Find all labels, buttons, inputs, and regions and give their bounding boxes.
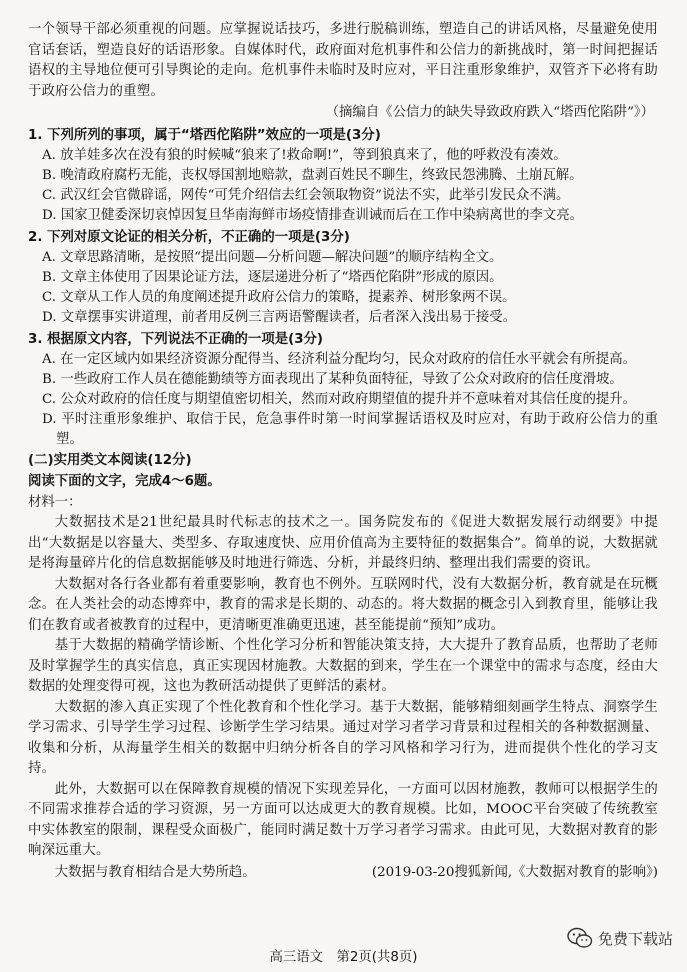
material-label: 材料一： [28,495,82,510]
question-stem: 1. 下列所列的事项，属于“塔西佗陷阱”效应的一项是(3分) [28,128,381,143]
material-paragraph: 大数据技术是21世纪最具时代标志的技术之一。国务院发布的《促进大数据发展行动纲要》中提出“大数据是以容量大、类型多、存取速度快、应用价值高为主要特征的数据集合”。简单的说，大数据就是将海量碎片化的信息数据能够及时地进行筛选、分析，并最终归纳、整理出我们需要的资讯。 [28,515,658,571]
material-paragraph: 大数据对各行各业都有着重要影响，教育也不例外。互联网时代，没有大数据分析，教育就是在玩概念。在人类社会的动态博弈中，教育的需求是长期的、动态的。将大数据的概念引入到教育里，能够让我们在教育或者被教育的过程中，更清晰更准确更迅速，甚至能提前“预知”成功。 [28,576,658,633]
material-paragraph: 大数据的渗入真正实现了个性化教育和个性化学习。基于大数据，能够精细刻画学生特点、洞察学生学习需求、引导学生学习过程、诊断学生学习结果。通过对学习者学习背景和过程相关的各种数据测量、收集和分析，从海量学生相关的数据中归纳分析各自的学习风格和学习行为，进而提供个性化的学习支持。 [28,699,658,776]
material-last-line [28,862,658,883]
material-conclusion: 大数据与教育相结合是大势所趋。 [54,864,256,880]
section-instruction: 阅读下面的文字，完成4～6题。 [28,474,221,489]
material-source: (2019-03-20搜狐新闻,《大数据对教育的影响》) [371,864,658,880]
watermark-text: 免费下载站 [597,929,673,948]
question-stem: 3. 根据原文内容，下列说法不正确的一项是(3分) [28,332,324,347]
option-d: D. 平时注重形象维护、取信于民，危急事件时第一时间掌握话语权及时应对，有助于政府公信力的重塑。 [42,412,658,447]
page-footer: 高三语文 第2页(共8页) [269,950,418,965]
option-c: C. 武汉红会官微辟谣，网传“可凭介绍信去红会领取物资”说法不实，此举引发民众不满。 [42,188,570,203]
question-3 [28,329,658,450]
question-1 [28,125,658,226]
question-stem: 2. 下列对原文论证的相关分析，不正确的一项是(3分) [28,230,350,245]
question-2 [28,227,658,328]
option-b: B. 文章主体使用了因果论证方法，逐层递进分析了“塔西佗陷阱”形成的原因。 [42,270,503,285]
section-heading: (二)实用类文本阅读(12分) [28,453,192,468]
option-c: C. 文章从工作人员的角度阐述提升政府公信力的策略，提素养、树形象两不误。 [42,290,516,305]
option-a: A. 文章思路清晰，是按照“提出问题—分析问题—解决问题”的顺序结构全文。 [42,250,503,265]
passage-source: （摘编自《公信力的缺失导致政府跌入“塔西佗陷阱”》） [325,105,654,120]
passage-end-text: 一个领导干部必须重视的问题。应掌握说话技巧，多进行脱稿训练，塑造自己的讲话风格，尽量避免使用官话套话，塑造良好的话语形象。自媒体时代，政府面对危机事件和公信力的新挑战时，第一时间把握话语权的主导地位便可引导舆论的走向。危机事件未临时及时应对，平日注重形象维护，双管齐下必将有助于政府公信力的重塑。 [28,22,658,99]
option-d: D. 国家卫健委深切哀悼因复旦华南海鲜市场疫情排查训诫而后在工作中染病离世的李文亮。 [42,208,584,223]
option-d: D. 文章摆事实讲道理，前者用反例三言两语警醒读者，后者深入浅出易于接受。 [42,310,517,325]
option-a: A. 在一定区域内如果经济资源分配得当、经济利益分配均匀，民众对政府的信任水平就会有所提高。 [42,352,636,367]
option-b: B. 一些政府工作人员在德能勤绩等方面表现出了某种负面特征，导致了公众对政府的信任度滑坡。 [42,372,623,387]
option-b: B. 晚清政府腐朽无能，丧权辱国割地赔款，盘剥百姓民不聊生，终致民怨沸腾、土崩瓦解。 [42,168,583,183]
option-a: A. 放羊娃多次在没有狼的时候喊“狼来了!救命啊!”，等到狼真来了，他的呼救没有凑效。 [42,148,567,163]
material-paragraph: 此外，大数据可以在保障教育规模的情况下实现差异化，一方面可以因材施教，教师可以根据学生的不同需求推荐合适的学习资源，另一方面可以达成更大的教育规模。比如，MOOC平台突破了传统教室中实体教室的限制，课程受众面极广，能同时满足数十万学习者学习需求。由此可见，大数据对教育的影响深远重大。 [28,781,658,858]
exam-page [28,20,658,883]
material-paragraph: 基于大数据的精确学情诊断、个性化学习分析和智能决策支持，大大提升了教育品质，也帮助了老师及时掌握学生的真实信息，真正实现因材施教。大数据的到来，学生在一个课堂中的需求与态度，经由大数据的处理变得可视，这也为教研活动提供了更鲜活的素材。 [28,638,658,694]
option-c: C. 公众对政府的信任度与期望值密切相关，然而对政府期望值的提升并不意味着对其信任度的提升。 [42,392,637,407]
